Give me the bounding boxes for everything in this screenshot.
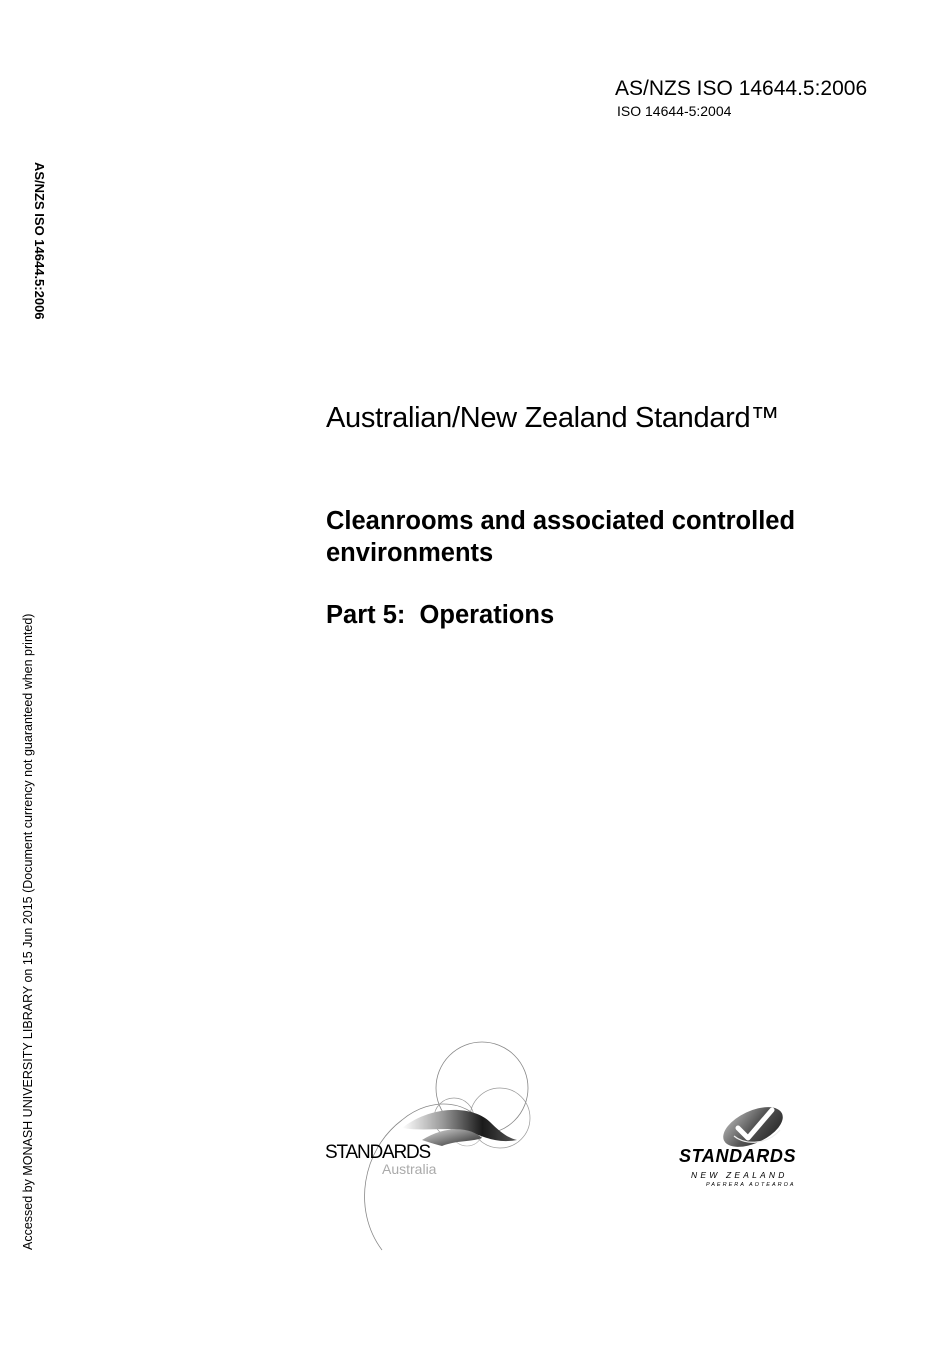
standards-australia-logo <box>322 1040 537 1255</box>
standards-australia-word: STANDARDS <box>325 1142 430 1163</box>
document-title: Cleanrooms and associated controlled environments <box>326 507 796 567</box>
standards-new-zealand-logo <box>676 1100 828 1195</box>
access-notice <box>21 598 37 1250</box>
sidebar-standard-code-text: AS/NZS ISO 14644.5:2006 <box>32 162 47 320</box>
access-notice-text: Accessed by MONASH UNIVERSITY LIBRARY on 15 Jun 2015 (Document currency not guaranteed when printed) <box>21 613 35 1250</box>
sidebar-standard-code <box>32 162 48 352</box>
standards-australia-sub: Australia <box>382 1161 437 1177</box>
standards-nz-sub: NEW ZEALAND <box>691 1170 788 1180</box>
standard-label: Australian/New Zealand Standard™ <box>326 402 780 434</box>
standards-nz-maori: PAERERA AOTEAROA <box>706 1182 796 1188</box>
document-part: Part 5: Operations <box>326 601 555 629</box>
standards-nz-word: STANDARDS <box>679 1146 797 1166</box>
iso-code: ISO 14644-5:2004 <box>617 103 732 119</box>
standards-nz-emblem <box>676 1100 828 1150</box>
standard-code: AS/NZS ISO 14644.5:2006 <box>615 77 868 100</box>
